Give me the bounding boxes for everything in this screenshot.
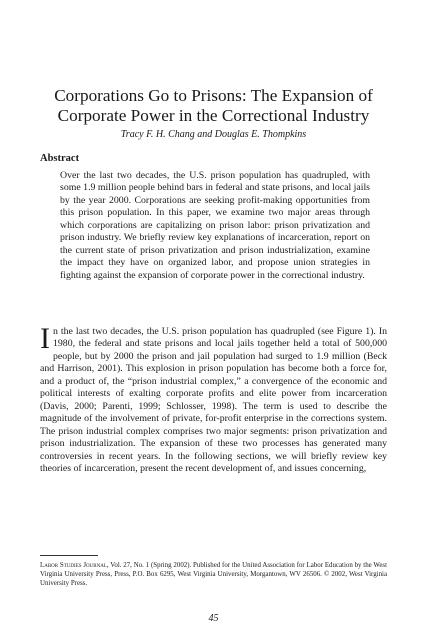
footnote-journal-name: Labor Studies Journal — [40, 562, 107, 569]
drop-cap: I — [40, 322, 50, 355]
article-title: Corporations Go to Prisons: The Expansion of Corporate Power in the Correctional Industry — [54, 86, 373, 125]
body-text: n the last two decades, the U.S. prison population has quadrupled (see Figure 1). In 1980, the federal and state prisons and local jails together held a total of 500,000 people, but by 2000 the prison and jail population had surged to 1.9 million (Beck and Harrison, 2001). This explosion in prison population has become both a force for, and a product of, the “prison industrial complex,” a convergence of the economic and political interests of exalting corporate profits and elite power from incarceration (Davis, 2000; Parenti, 1999; Schlosser, 1998). The term is used to describe the magnitude of the involvement of private, for-profit enterprise in the corrections system. The prison industrial complex comprises two major segments: prison privatization and prison industrialization. The expansion of these two processes has generated many controversies in recent years. In the following sections, we will briefly review key theories of incarceration, present the recent development of, and issues concerning, — [40, 326, 387, 474]
footnote — [40, 561, 387, 589]
article-authors: Tracy F. H. Chang and Douglas E. Thompkins — [120, 129, 307, 140]
abstract-heading: Abstract — [40, 153, 80, 164]
footnote-divider — [40, 555, 98, 556]
abstract-text: Over the last two decades, the U.S. prison population has quadrupled, with some 1.9 million people behind bars in federal and state prisons, and local jails by the year 2000. Corporations are seeking profit-making opportunities from this prison population. In this paper, we examine two major areas through which corporations are capitalizing on prison labor: prison privatization and prison industry. We briefly review key explanations of incarceration, report on the current state of prison privatization and prison industrialization, examine the impact they have on organized labor, and propose union strategies in fighting against the expansion of corporate power in the correctional industry. — [60, 170, 370, 281]
page-number: 45 — [208, 613, 219, 624]
footnote-text: , Vol. 27, No. 1 (Spring 2002). Published for the United Association for Labor Education by the West Virginia University Press, Press, P.O. Box 6295, West Virginia University, Morgantown, WV 26506. © 2002, West Virginia University Press. — [40, 562, 388, 588]
body-paragraph — [40, 322, 387, 475]
